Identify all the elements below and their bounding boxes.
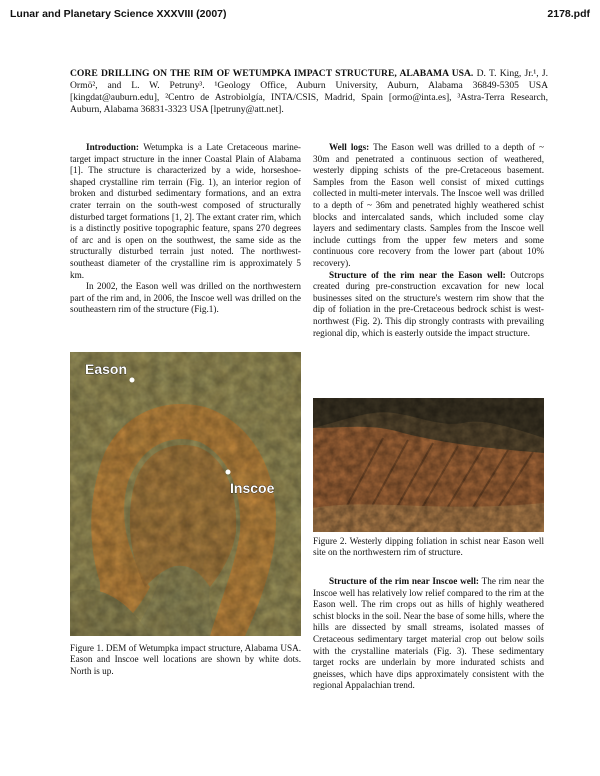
column-left [70,142,301,316]
eason-heading: Structure of the rim near the Eason well: [329,269,506,280]
column-right-lower [313,576,544,692]
inscoe-body: The rim near the Inscoe well has relatively low relief compared to the rim at the Eason well. The rim crops out as hills of highly weathered schist blocks in the soil. Near the base of some hills, where the hills are dissected by small streams, isolated masses of Cretaceous sedimentary target material crop out below soils with the crystalline materials (Fig. 3). These sedimentary target rocks are underlain by more indurated schists and gneisses, which have dips approximately consistent with the regional Appalachian trend. [313,576,545,691]
intro-body: Wetumpka is a Late Cretaceous marine-target impact structure in the inner Coastal Plain of Alabama [1]. The structure is characterized by a wide, horseshoe-shaped crystalline rim terrain (Fig. 1), an interior region of broken and disturbed sedimentary formations, and an extra crater terrain on the south-west composed of structurally disturbed target formations [1, 2]. The extant crater rim, which is a distinctly positive topographic feature, spans 270 degrees of arc and is open on the southwest, the same side as the structurally disturbed terrain just noted. The northwest-southeast diameter of the crystalline rim is approximately 5 km. [70,142,301,280]
figure-1-caption: Figure 1. DEM of Wetumpka impact structure, Alabama USA. Eason and Inscoe well locations are shown by white dots. North is up. [70,643,301,676]
figure-1-dem-map [70,352,301,636]
intro-heading: Introduction: [86,142,139,152]
well-logs-paragraph [313,142,544,270]
title-block [70,68,548,116]
paper-title: CORE DRILLING ON THE RIM OF WETUMPKA IMPACT STRUCTURE, ALABAMA USA. [70,68,474,79]
intro-paragraph [70,142,301,281]
eason-paragraph [313,270,544,340]
inscoe-heading: Structure of the rim near Inscoe well: [329,576,479,586]
well-logs-body: The Eason well was drilled to a depth of ~ 30m and penetrated a continuous section of weathered, westerly dipping schists of the pre-Cretaceous basement. Samples from the Eason well consist of mixed cuttings collected in multi-meter intervals. The Inscoe well was drilled to a depth of ~ 36m and penetrated highly weathered schist blocks and intercalated sands, which included some clay layers and sedimentary clasts. Samples from the Inscoe well include cuttings from the upper few meters and some continuous core recovery from the lower part (about 10% recovery). [313,142,544,268]
label-inscoe: Inscoe [230,480,275,496]
header-pdf-id: 2178.pdf [547,8,590,20]
eason-well-dot [130,378,135,383]
column-right [313,142,544,339]
well-logs-heading: Well logs: [329,142,370,152]
author-list: D. T. King, Jr.¹, J. Ormö², and L. W. Petruny³. ¹Geology Office, Auburn University, Auburn, Alabama 36849-5305 USA [kingdat@auburn.edu], ²Centro de Astrobiolgía, INTA/CSIS, Madrid, Spain [ormo@inta.es], ³Astra-Terra Research, Auburn, Alabama 36831-3323 USA [lpetruny@att.net]. [70,68,548,116]
drilling-paragraph: In 2002, the Eason well was drilled on the northwestern part of the rim and, in 2006, the Inscoe well was drilled on the southeastern rim of the structure (Fig.1). [70,281,301,315]
outcrop-photo [313,398,544,532]
label-eason: Eason [85,361,128,377]
figure-2-outcrop-photo [313,398,544,532]
inscoe-paragraph [313,576,544,692]
eason-body: Outcrops created during pre-construction excavation for new local businesses sited on the structure's western rim show that the dip of foliation in the pre-Cretaceous bedrock schist is west-northwest (Fig. 2). This dip strongly contrasts with prevailing regional dip, which is easterly outside the impact structure. [313,269,544,338]
inscoe-well-dot [226,470,231,475]
figure-2-caption: Figure 2. Westerly dipping foliation in schist near Eason well site on the northwestern rim of structure. [313,536,544,558]
header-journal: Lunar and Planetary Science XXXVIII (2007) [10,8,227,20]
dem-image [70,352,301,636]
